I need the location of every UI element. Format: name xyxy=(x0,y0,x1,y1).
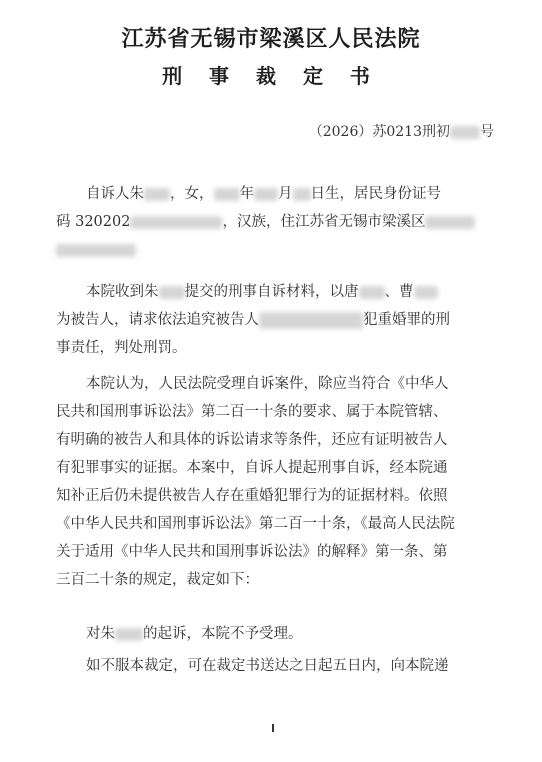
redacted-name xyxy=(414,286,438,299)
redacted-name xyxy=(144,188,170,201)
paragraph-line xyxy=(56,620,496,648)
paragraph-line: 事责任，判处刑罚。 xyxy=(56,340,187,356)
text-span: 日生，居民身份证号 xyxy=(310,186,441,202)
complaint-paragraph xyxy=(56,278,496,362)
text-span: ，女， xyxy=(170,186,214,202)
paragraph-line: 如不服本裁定，可在裁定书送达之日起五日内，向本院递 xyxy=(86,658,449,674)
case-number-prefix: （2026）苏0213刑初 xyxy=(308,124,450,140)
paragraph-line xyxy=(56,306,496,334)
paragraph-line xyxy=(56,278,496,306)
redacted-month xyxy=(254,188,278,201)
redacted-address xyxy=(425,216,475,229)
court-name: 江苏省无锡市梁溪区人民法院 xyxy=(121,26,421,52)
paragraph-line: 关于适用《中华人民共和国刑事诉讼法》的解释》第一条、第 xyxy=(56,544,448,560)
redacted-id-number xyxy=(130,216,222,229)
paragraph-line: 有犯罪事实的证据。本案中，自诉人提起刑事自诉，经本院通 xyxy=(56,460,448,476)
text-span: 自诉人朱 xyxy=(86,186,144,202)
redacted-defendant-names xyxy=(259,312,363,329)
paragraph-line xyxy=(56,236,496,264)
redacted-address-continued xyxy=(56,244,136,257)
text-span: 本院收到朱 xyxy=(86,284,159,300)
paragraph-line: 有明确的被告人和具体的诉讼请求等条件，还应有证明被告人 xyxy=(56,432,448,448)
text-span: 码 320202 xyxy=(56,214,131,230)
text-span: 提交的刑事自诉材料，以唐 xyxy=(184,284,359,300)
paragraph-line xyxy=(56,180,496,208)
page-mark xyxy=(272,724,274,732)
text-span: 年 xyxy=(239,186,254,202)
redacted-name xyxy=(359,286,385,299)
text-span: 对朱 xyxy=(86,626,115,642)
redacted-year xyxy=(214,188,240,201)
case-number-suffix: 号 xyxy=(480,124,494,140)
appeal-notice-paragraph xyxy=(56,652,496,680)
text-span: 为被告人，请求依法追究被告人 xyxy=(56,312,259,328)
paragraph-line: 三百二十条的规定，裁定如下： xyxy=(56,572,259,588)
redacted-name xyxy=(159,286,185,299)
text-span: 月 xyxy=(278,186,293,202)
paragraph-line xyxy=(56,208,496,236)
text-span: 的起诉，本院不予受理。 xyxy=(143,626,303,642)
ruling-paragraph xyxy=(56,620,496,648)
text-span: 犯重婚罪的刑 xyxy=(363,312,450,328)
redacted-day xyxy=(293,188,311,201)
paragraph-line: 民共和国刑事诉讼法》第二百一十条的要求、属于本院管辖、 xyxy=(56,404,448,420)
plaintiff-info-paragraph xyxy=(56,180,496,264)
paragraph-line: 本院认为，人民法院受理自诉案件，除应当符合《中华人 xyxy=(86,376,449,392)
paragraph-line: 《中华人民共和国刑事诉讼法》第二百一十条，《最高人民法院 xyxy=(56,516,455,532)
case-number xyxy=(309,121,494,141)
redacted-name xyxy=(115,628,143,641)
redacted-case-number xyxy=(450,126,480,139)
paragraph-line: 知补正后仍未提供被告人存在重婚犯罪行为的证据材料。依照 xyxy=(56,488,448,504)
document-type-title: 刑 事 裁 定 书 xyxy=(162,64,380,88)
court-reasoning-paragraph xyxy=(56,370,496,594)
text-span: 、曹 xyxy=(384,284,414,300)
text-span: ，汉族，住江苏省无锡市梁溪区 xyxy=(222,214,426,230)
